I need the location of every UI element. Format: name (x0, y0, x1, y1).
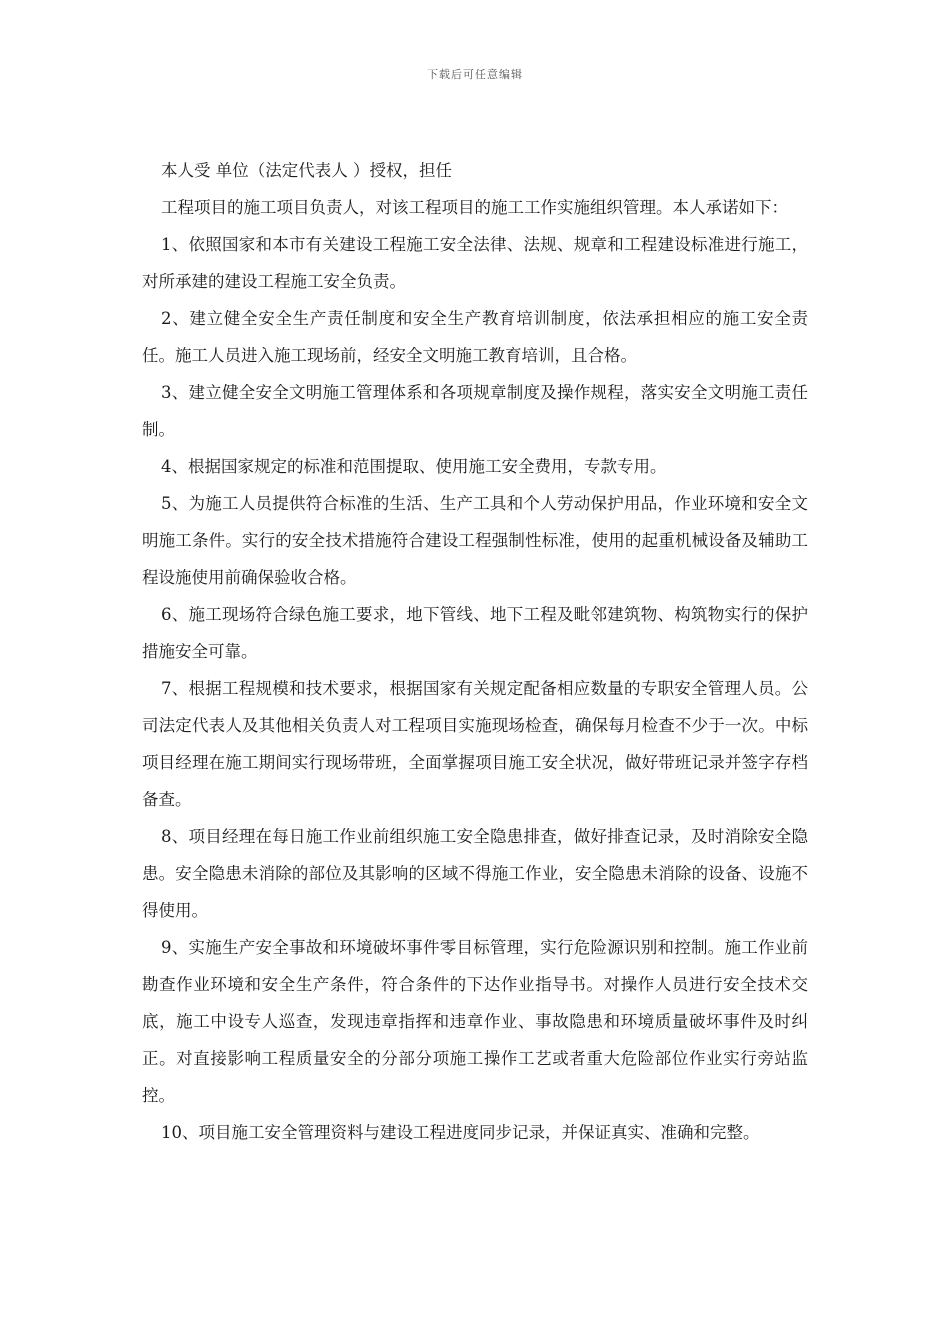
page-header: 下载后可任意编辑 (427, 68, 523, 81)
intro-paragraph-2: 工程项目的施工项目负责人，对该工程项目的施工工作实施组织管理。本人承诺如下： (161, 198, 788, 217)
commitment-item-9: 9、实施生产安全事故和环境破坏事件零目标管理，实行危险源识别和控制。施工作业前勘查作业环境和安全生产条件，符合条件的下达作业指导书。对操作人员进行安全技术交底，施工中设专人巡查，发现违章指挥和违章作业、事故隐患和环境质量破坏事件及时纠正。对直接影响工程质量安全的分部分项施工操作工艺或者重大危险部位作业实行旁站监控。 (142, 938, 808, 1105)
commitment-item-10: 10、项目施工安全管理资料与建设工程进度同步记录，并保证真实、准确和完整。 (161, 1123, 760, 1142)
commitment-item-2: 2、建立健全安全生产责任制度和安全生产教育培训制度，依法承担相应的施工安全责任。施工人员进入施工现场前，经安全文明施工教育培训，且合格。 (142, 309, 808, 365)
intro-paragraph-1: 本人受 单位（法定代表人 ）授权，担任 (161, 161, 452, 180)
commitment-item-3: 3、建立健全安全文明施工管理体系和各项规章制度及操作规程，落实安全文明施工责任制。 (142, 383, 808, 439)
document-body (142, 152, 808, 1151)
commitment-item-1: 1、依照国家和本市有关建设工程施工安全法律、法规、规章和工程建设标准进行施工，对所承建的建设工程施工安全负责。 (142, 235, 808, 291)
commitment-item-7: 7、根据工程规模和技术要求，根据国家有关规定配备相应数量的专职安全管理人员。公司法定代表人及其他相关负责人对工程项目实施现场检查，确保每月检查不少于一次。中标项目经理在施工期间实行现场带班，全面掌握项目施工安全状况，做好带班记录并签字存档备查。 (142, 679, 808, 809)
commitment-item-6: 6、施工现场符合绿色施工要求，地下管线、地下工程及毗邻建筑物、构筑物实行的保护措施安全可靠。 (142, 605, 808, 661)
commitment-item-8: 8、项目经理在每日施工作业前组织施工安全隐患排查，做好排查记录，及时消除安全隐患。安全隐患未消除的部位及其影响的区域不得施工作业，安全隐患未消除的设备、设施不得使用。 (142, 827, 808, 920)
commitment-item-5: 5、为施工人员提供符合标准的生活、生产工具和个人劳动保护用品，作业环境和安全文明施工条件。实行的安全技术措施符合建设工程强制性标准，使用的起重机械设备及辅助工程设施使用前确保验收合格。 (142, 494, 808, 587)
commitment-item-4: 4、根据国家规定的标准和范围提取、使用施工安全费用，专款专用。 (161, 457, 667, 476)
